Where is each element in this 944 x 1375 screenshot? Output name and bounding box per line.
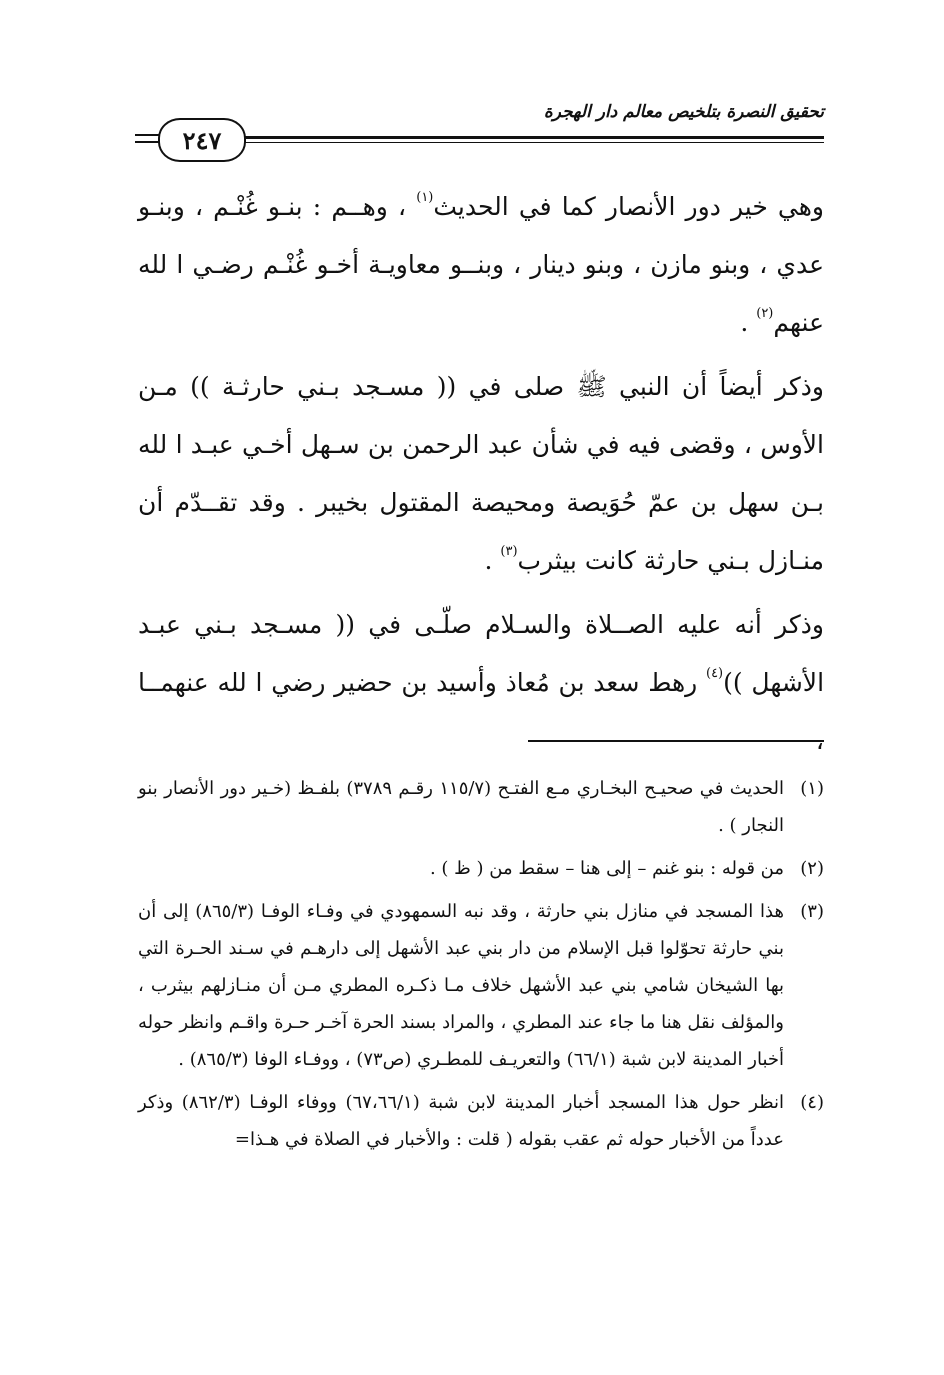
footnote-ref-2: (٢) [756, 306, 774, 321]
footnote-ref-3: (٣) [500, 544, 518, 559]
main-text [138, 178, 824, 770]
footnote-number: (٤) [800, 1092, 824, 1113]
footnote-text: الحديث في صحيـح البخـاري مـع الفتـح (١١٥/٧ رقـم ٣٧٨٩) بلفـظ (خـير دور الأنصار بنو النجار ) . [138, 778, 784, 836]
page-number [158, 118, 246, 162]
header-dash-top [135, 134, 160, 136]
p3-text-a: وذكر أنه عليه الصــلاة والسـلام صلّـى في (( مسـجد بـني عبـد الأشهل )) [138, 610, 825, 697]
footnote-number: (١) [800, 778, 824, 799]
footnote-number: (٣) [800, 901, 824, 922]
header-rule-thin [240, 142, 824, 143]
footnotes [138, 770, 824, 1164]
footnote [138, 893, 824, 1078]
footnote [138, 1084, 824, 1158]
footnote-text: هذا المسجد في منازل بني حارثة ، وقد نبه السمهودي في وفـاء الوفـا (٨٦٥/٣) إلى أن بني حارثة تحوّلوا قبل الإسلام من دار بني عبد الأشهل إلى دارهـم في سـند الحـرة التي بها الشيخان شامي بني عبد الأشهل خلاف مـا ذكـره المطري مـن أن منـازلهم بيثرب ، والمؤلف نقل هنا ما جاء عند المطري ، والمراد بسند الحرة آخـر حـرة واقـم وانظر حوله أخبار المدينة لابن شبة (٦٦/١) والتعريـف للمطـري (ص٧٣) ، ووفـاء الوفا (٨٦٥/٣) . [138, 901, 784, 1070]
footnote-text: انظر حول هذا المسجد أخبار المدينة لابن شبة (٦٧،٦٦/١) ووفاء الوفـا (٨٦٢/٣) وذكر عدداً من الأخبار حوله ثم عقب بقوله ( قلت : والأخبار في الصلاة في هـذا= [138, 1092, 784, 1150]
paragraph-3 [138, 596, 824, 770]
footnote-text: من قوله : بنو غنم – إلى هنا – سقط من ( ظ ) . [429, 858, 784, 879]
header-dash-bottom [135, 141, 160, 143]
running-header-title: تحقيق النصرة بتلخيص معالم دار الهجرة [543, 102, 824, 122]
footnote-ref-4: (٤) [705, 666, 724, 681]
p1-text-c: . [740, 308, 749, 337]
footnote-number: (٢) [800, 858, 824, 879]
p3-text-b: رهط سعد بن مُعاذ وأسيد بن حضير رضي ا لله عنهمــا [138, 668, 698, 697]
paragraph-1 [138, 178, 824, 352]
paragraph-2 [138, 358, 824, 590]
footnote-ref-1: (١) [416, 190, 434, 205]
footnote [138, 770, 824, 844]
header-rule [240, 136, 824, 139]
p1-text-a: وهي خير دور الأنصار كما في الحديث [433, 192, 825, 221]
footnote [138, 850, 824, 887]
p1-text-b: ، وهــم : بنـو غُنْـم ، وبنـو عدي ، وبنو مازن ، وبنو دينار ، وبنــو معاويـة أخـو غُنْـم رضـي ا لله عنهم [138, 192, 824, 337]
footnote-divider [528, 740, 824, 742]
p2-text-b: . [484, 546, 493, 575]
page-number-text: ٢٤٧ [182, 125, 222, 155]
p2-text-a: وذكر أيضاً أن النبي ﷺ صلى في (( مسـجد بـني حارثـة )) مـن الأوس ، وقضى فيه في شأن عبد الرحمن بن سـهل أخـي عبـد ا لله بـن سهل بن عمّ حُوَيصة ومحيصة المقتول بخيبر . وقد تقــدّم أن منـازل بـني حارثة كانت بيثرب [138, 372, 824, 575]
